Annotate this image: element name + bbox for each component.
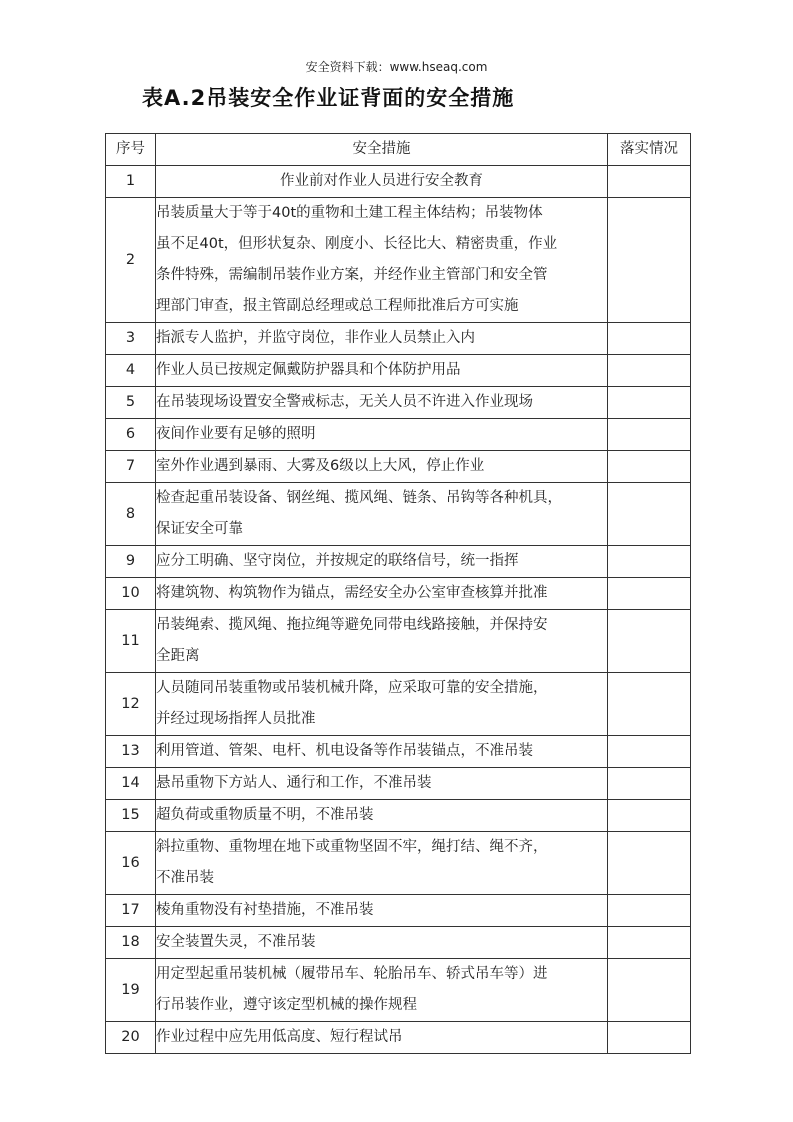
table-row [106,673,691,736]
row-serial-number: 19 [106,959,156,1022]
measure-text-line: 斜拉重物、重物埋在地下或重物坚固不牢，绳打结、绳不齐， [156,839,548,855]
measure-text-line: 人员随同吊装重物或吊装机械升降，应采取可靠的安全措施， [156,680,548,696]
row-serial-number: 20 [106,1022,156,1054]
row-safety-measure [156,166,608,198]
row-serial-number: 6 [106,419,156,451]
row-implementation-status [608,483,691,546]
measure-text-line: 利用管道、管架、电杆、机电设备等作吊装锚点，不准吊装 [156,743,533,759]
measure-text-line: 作业过程中应先用低高度、短行程试吊 [156,1029,403,1045]
measure-text-line: 理部门审查，报主管副总经理或总工程师批准后方可实施 [156,298,519,314]
header-serial-number: 序号 [106,134,156,166]
table-row [106,736,691,768]
row-serial-number: 17 [106,895,156,927]
row-implementation-status [608,895,691,927]
measure-text-line: 将建筑物、构筑物作为锚点，需经安全办公室审查核算并批准 [156,585,548,601]
row-implementation-status [608,166,691,198]
table-row [106,198,691,323]
row-implementation-status [608,546,691,578]
row-implementation-status [608,1022,691,1054]
table-header-row [106,134,691,166]
table-row [106,546,691,578]
table-row [106,323,691,355]
measure-text-line: 检查起重吊装设备、钢丝绳、揽风绳、链条、吊钩等各种机具， [156,490,562,506]
row-implementation-status [608,959,691,1022]
watermark-text: 安全资料下载：www.hseaq.com [305,60,488,74]
table-row [106,451,691,483]
measure-text-line: 棱角重物没有衬垫措施，不准吊装 [156,902,374,918]
row-serial-number: 14 [106,768,156,800]
page-title: 表A.2吊装安全作业证背面的安全措施 [142,86,515,110]
table-row [106,895,691,927]
header-implementation-status: 落实情况 [608,134,691,166]
row-safety-measure [156,578,608,610]
row-safety-measure [156,546,608,578]
measure-text-line: 并经过现场指挥人员批准 [156,711,316,727]
measure-text-line: 安全装置失灵，不准吊装 [156,934,316,950]
row-implementation-status [608,451,691,483]
row-safety-measure [156,736,608,768]
row-serial-number: 12 [106,673,156,736]
measure-text-line: 在吊装现场设置安全警戒标志，无关人员不许进入作业现场 [156,394,533,410]
row-serial-number: 4 [106,355,156,387]
row-implementation-status [608,832,691,895]
row-serial-number: 15 [106,800,156,832]
row-safety-measure [156,483,608,546]
row-safety-measure [156,768,608,800]
measure-text-line: 作业人员已按规定佩戴防护器具和个体防护用品 [156,362,461,378]
table-row [106,419,691,451]
row-implementation-status [608,673,691,736]
row-safety-measure [156,451,608,483]
table-row [106,959,691,1022]
row-serial-number: 18 [106,927,156,959]
row-safety-measure [156,895,608,927]
row-implementation-status [608,768,691,800]
row-serial-number: 2 [106,198,156,323]
row-serial-number: 16 [106,832,156,895]
table-row [106,800,691,832]
row-serial-number: 3 [106,323,156,355]
row-implementation-status [608,387,691,419]
measure-text-line: 指派专人监护，并监守岗位，非作业人员禁止入内 [156,330,475,346]
row-serial-number: 9 [106,546,156,578]
table-row [106,166,691,198]
row-safety-measure [156,419,608,451]
row-serial-number: 5 [106,387,156,419]
row-safety-measure [156,832,608,895]
table-body [106,166,691,1054]
row-serial-number: 8 [106,483,156,546]
measure-text-line: 悬吊重物下方站人、通行和工作，不准吊装 [156,775,432,791]
row-serial-number: 1 [106,166,156,198]
measure-text-line: 全距离 [156,648,200,664]
row-serial-number: 10 [106,578,156,610]
table-row [106,832,691,895]
row-implementation-status [608,355,691,387]
row-serial-number: 13 [106,736,156,768]
row-safety-measure [156,1022,608,1054]
measure-text-line: 超负荷或重物质量不明，不准吊装 [156,807,374,823]
row-serial-number: 11 [106,610,156,673]
table-row [106,483,691,546]
table-row [106,355,691,387]
row-safety-measure [156,673,608,736]
header-safety-measure: 安全措施 [156,134,608,166]
row-serial-number: 7 [106,451,156,483]
measure-text-line: 虽不足40t，但形状复杂、刚度小、长径比大、精密贵重，作业 [156,236,558,252]
measure-text-line: 条件特殊，需编制吊装作业方案，并经作业主管部门和安全管 [156,267,548,283]
measure-text-line: 应分工明确、坚守岗位，并按规定的联络信号，统一指挥 [156,553,519,569]
table-row [106,387,691,419]
measure-text-line: 不准吊装 [156,870,214,886]
measure-text-line: 作业前对作业人员进行安全教育 [280,173,483,189]
row-safety-measure [156,198,608,323]
row-safety-measure [156,355,608,387]
measure-text-line: 吊装绳索、揽风绳、拖拉绳等避免同带电线路接触，并保持安 [156,617,548,633]
row-implementation-status [608,419,691,451]
measure-text-line: 室外作业遇到暴雨、大雾及6级以上大风，停止作业 [156,458,485,474]
row-implementation-status [608,578,691,610]
table-row [106,578,691,610]
table-row [106,1022,691,1054]
measure-text-line: 保证安全可靠 [156,521,243,537]
safety-measures-table [105,133,691,1054]
table-row [106,610,691,673]
table-row [106,927,691,959]
row-safety-measure [156,387,608,419]
row-safety-measure [156,927,608,959]
row-implementation-status [608,927,691,959]
row-safety-measure [156,610,608,673]
row-safety-measure [156,323,608,355]
row-safety-measure [156,800,608,832]
row-implementation-status [608,198,691,323]
row-safety-measure [156,959,608,1022]
measure-text-line: 行吊装作业，遵守该定型机械的操作规程 [156,997,417,1013]
row-implementation-status [608,800,691,832]
row-implementation-status [608,610,691,673]
measure-text-line: 夜间作业要有足够的照明 [156,426,316,442]
table-row [106,768,691,800]
row-implementation-status [608,323,691,355]
measure-text-line: 吊装质量大于等于40t的重物和土建工程主体结构；吊装物体 [156,205,543,221]
measure-text-line: 用定型起重吊装机械（履带吊车、轮胎吊车、轿式吊车等）进 [156,966,548,982]
row-implementation-status [608,736,691,768]
